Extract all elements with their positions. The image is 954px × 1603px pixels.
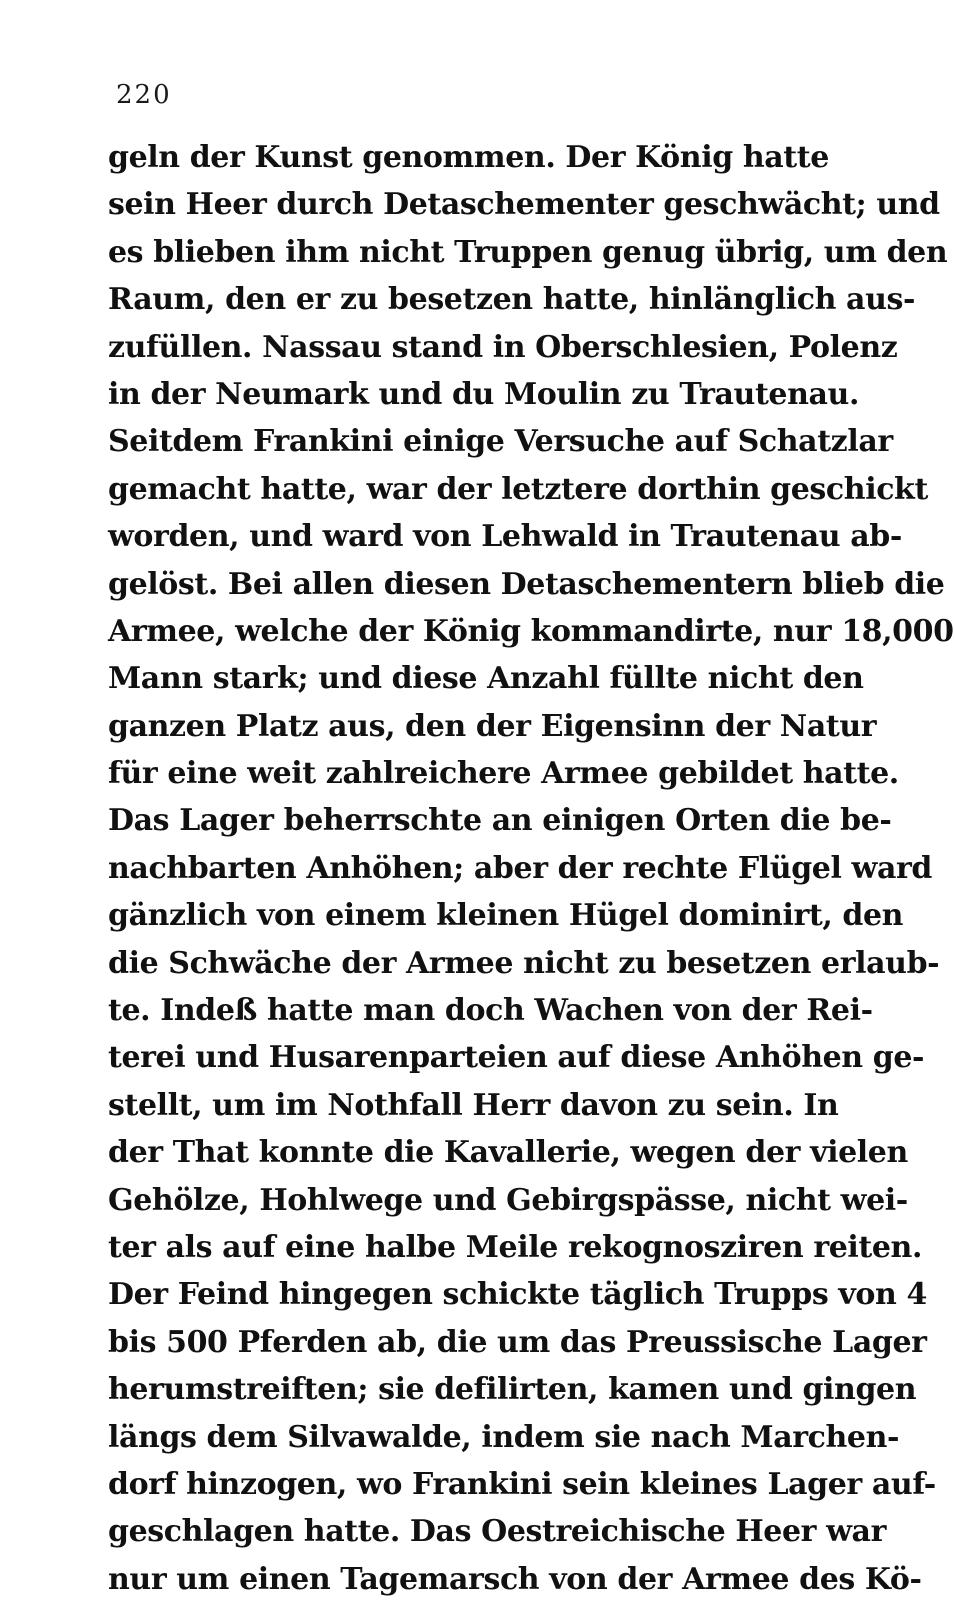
text-line: zufüllen. Nassau stand in Oberschlesien, Polenz — [108, 329, 898, 365]
text-line: für eine weit zahlreichere Armee gebildet hatte. — [108, 756, 899, 792]
text-line: ter als auf eine halbe Meile rekognosziren reiten. — [108, 1229, 923, 1265]
text-line: te. Indeß hatte man doch Wachen von der Rei- — [108, 993, 873, 1029]
text-line: stellt, um im Nothfall Herr davon zu sein. In — [108, 1087, 839, 1123]
text-line: Das Lager beherrschte an einigen Orten die be- — [108, 803, 892, 839]
text-line: nur um einen Tagemarsch von der Armee des Kö- — [108, 1561, 922, 1597]
text-line: terei und Husarenparteien auf diese Anhöhen ge- — [108, 1040, 925, 1076]
text-line: ganzen Platz aus, den der Eigensinn der Natur — [108, 708, 877, 744]
page-number: 220 — [116, 80, 172, 110]
text-line: Der Feind hingegen schickte täglich Trupps von 4 — [108, 1277, 927, 1313]
text-line: der That konnte die Kavallerie, wegen der vielen — [108, 1135, 908, 1171]
text-line: herumstreiften; sie defilirten, kamen und gingen — [108, 1372, 917, 1408]
text-line: Gehölze, Hohlwege und Gebirgspässe, nicht wei- — [108, 1182, 908, 1218]
text-line: längs dem Silvawalde, indem sie nach Marchen- — [108, 1419, 900, 1455]
text-line: es blieben ihm nicht Truppen genug übrig, um den — [108, 234, 948, 270]
text-line: worden, und ward von Lehwald in Trautenau ab- — [108, 519, 902, 555]
text-line: Raum, den er zu besetzen hatte, hinlänglich aus- — [108, 282, 916, 318]
body-text — [108, 134, 954, 1603]
text-line: dorf hinzogen, wo Frankini sein kleines Lager auf- — [108, 1466, 936, 1502]
text-line: gelöst. Bei allen diesen Detaschementern blieb die — [108, 566, 945, 602]
text-line: Seitdem Frankini einige Versuche auf Schatzlar — [108, 424, 893, 460]
text-line: in der Neumark und du Moulin zu Trautenau. — [108, 376, 859, 412]
text-line: geschlagen hatte. Das Oestreichische Heer war — [108, 1514, 886, 1550]
text-line: gemacht hatte, war der letztere dorthin geschickt — [108, 471, 928, 507]
text-line: gänzlich von einem kleinen Hügel dominirt, den — [108, 898, 904, 934]
text-line: bis 500 Pferden ab, die um das Preussische Lager — [108, 1324, 927, 1360]
text-line: nachbarten Anhöhen; aber der rechte Flügel ward — [108, 850, 932, 886]
text-line: Armee, welche der König kommandirte, nur 18,000 — [108, 613, 954, 649]
text-line: geln der Kunst genommen. Der König hatte — [108, 140, 829, 175]
text-line: Mann stark; und diese Anzahl füllte nicht den — [108, 661, 864, 697]
text-line: sein Heer durch Detaschementer geschwächt; und — [108, 187, 940, 223]
text-line: die Schwäche der Armee nicht zu besetzen erlaub- — [108, 945, 940, 981]
